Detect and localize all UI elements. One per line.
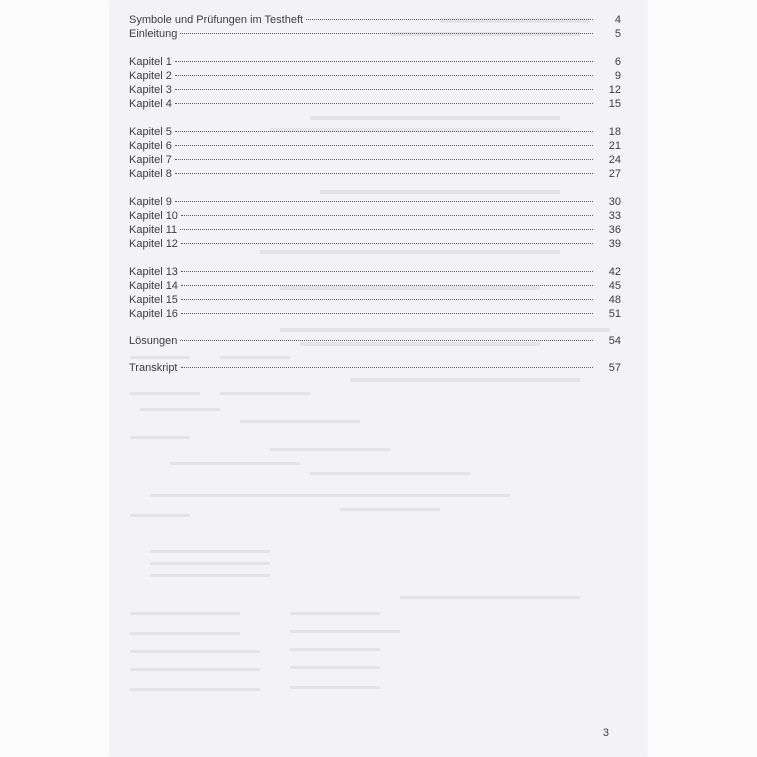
leader-dots <box>306 19 593 20</box>
section-gap <box>129 111 621 125</box>
toc-entry-page: 45 <box>608 280 621 292</box>
toc-entry-einleitung <box>129 27 621 41</box>
toc-entry-page: 4 <box>614 14 621 26</box>
section-gap <box>129 251 621 265</box>
toc-entry-transkript <box>129 361 621 375</box>
leader-dots <box>181 299 593 300</box>
toc-entry-label: Kapitel 12 <box>129 238 178 250</box>
toc-entry-label: Lösungen <box>129 335 178 347</box>
toc-entry-kapitel-11 <box>129 223 621 237</box>
toc-entry-kapitel-15 <box>129 293 621 307</box>
toc-entry-kapitel-16 <box>129 307 621 321</box>
leader-dots <box>181 285 593 286</box>
toc-entry-page: 57 <box>608 362 621 374</box>
page-number: 3 <box>602 727 609 739</box>
toc-entry-label: Einleitung <box>129 28 178 40</box>
toc-entry-page: 30 <box>608 196 621 208</box>
toc-entry-page: 48 <box>608 294 621 306</box>
leader-dots <box>180 340 593 341</box>
toc-entry-label: Kapitel 15 <box>129 294 178 306</box>
toc-entry-kapitel-3 <box>129 83 621 97</box>
toc-entry-label: Kapitel 5 <box>129 126 172 138</box>
leader-dots <box>175 131 593 132</box>
toc-entry-label: Kapitel 4 <box>129 98 172 110</box>
toc-entry-kapitel-14 <box>129 279 621 293</box>
toc-entry-label: Kapitel 8 <box>129 168 172 180</box>
toc-entry-page: 42 <box>608 266 621 278</box>
toc-entry-kapitel-5 <box>129 125 621 139</box>
toc-entry-page: 27 <box>608 168 621 180</box>
leader-dots <box>181 313 593 314</box>
toc-entry-label: Kapitel 11 <box>129 224 178 236</box>
toc-entry-page: 36 <box>608 224 621 236</box>
toc-entry-loesungen <box>129 334 621 348</box>
toc-entry-label: Kapitel 10 <box>129 210 178 222</box>
toc-entry-kapitel-10 <box>129 209 621 223</box>
toc-entry-kapitel-9 <box>129 195 621 209</box>
toc-entry-page: 5 <box>614 28 621 40</box>
toc-entry-symbole <box>129 13 621 27</box>
leader-dots <box>180 33 593 34</box>
toc-entry-page: 33 <box>608 210 621 222</box>
toc-entry-page: 54 <box>608 335 621 347</box>
leader-dots <box>175 75 593 76</box>
table-of-contents <box>129 13 621 375</box>
toc-entry-kapitel-2 <box>129 69 621 83</box>
toc-entry-label: Kapitel 14 <box>129 280 178 292</box>
toc-entry-page: 18 <box>608 126 621 138</box>
toc-entry-kapitel-8 <box>129 167 621 181</box>
toc-entry-page: 21 <box>608 140 621 152</box>
toc-entry-label: Symbole und Prüfungen im Testheft <box>129 14 304 26</box>
toc-entry-page: 24 <box>608 154 621 166</box>
leader-dots <box>175 61 593 62</box>
section-gap <box>129 348 621 361</box>
toc-entry-page: 15 <box>608 98 621 110</box>
toc-entry-kapitel-4 <box>129 97 621 111</box>
document-page <box>110 0 647 757</box>
toc-entry-kapitel-13 <box>129 265 621 279</box>
toc-entry-label: Transkript <box>129 362 178 374</box>
toc-entry-label: Kapitel 13 <box>129 266 178 278</box>
leader-dots <box>175 173 593 174</box>
toc-entry-label: Kapitel 3 <box>129 84 172 96</box>
leader-dots <box>175 145 593 146</box>
leader-dots <box>181 367 594 368</box>
toc-entry-page: 6 <box>614 56 621 68</box>
leader-dots <box>175 201 593 202</box>
leader-dots <box>175 159 593 160</box>
toc-entry-label: Kapitel 2 <box>129 70 172 82</box>
leader-dots <box>181 243 593 244</box>
section-gap <box>129 181 621 195</box>
toc-entry-page: 51 <box>608 308 621 320</box>
toc-entry-label: Kapitel 6 <box>129 140 172 152</box>
leader-dots <box>181 271 593 272</box>
toc-entry-label: Kapitel 7 <box>129 154 172 166</box>
toc-entry-kapitel-1 <box>129 55 621 69</box>
leader-dots <box>181 215 593 216</box>
toc-entry-kapitel-12 <box>129 237 621 251</box>
leader-dots <box>180 229 593 230</box>
toc-entry-page: 12 <box>608 84 621 96</box>
toc-entry-label: Kapitel 1 <box>129 56 172 68</box>
toc-entry-kapitel-7 <box>129 153 621 167</box>
toc-entry-label: Kapitel 16 <box>129 308 178 320</box>
toc-entry-kapitel-6 <box>129 139 621 153</box>
toc-entry-page: 9 <box>614 70 621 82</box>
toc-entry-label: Kapitel 9 <box>129 196 172 208</box>
section-gap <box>129 321 621 334</box>
toc-entry-page: 39 <box>608 238 621 250</box>
leader-dots <box>175 103 593 104</box>
section-gap <box>129 41 621 55</box>
leader-dots <box>175 89 593 90</box>
